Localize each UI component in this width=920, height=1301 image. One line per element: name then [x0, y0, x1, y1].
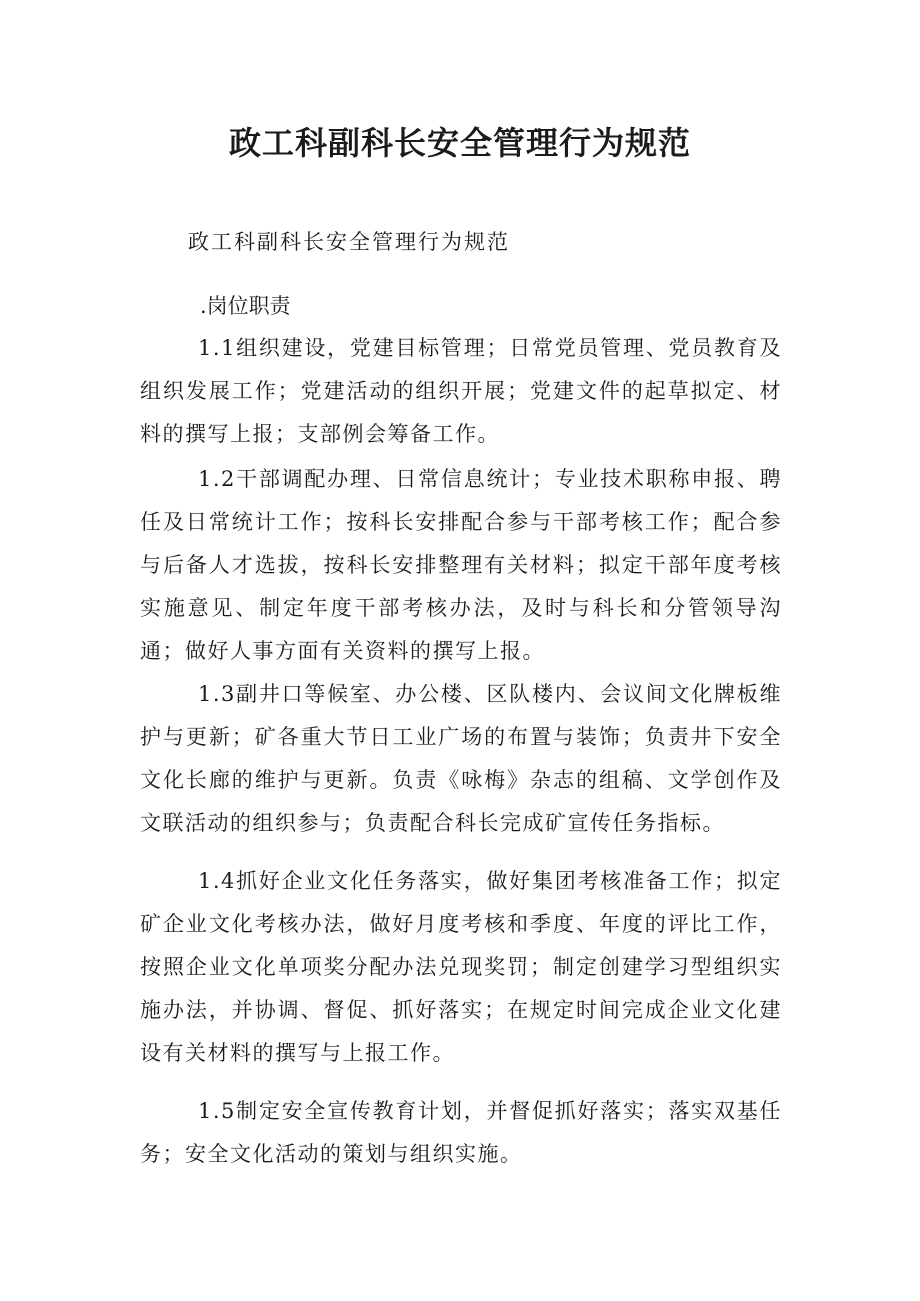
paragraph-text: 1.5制定安全宣传教育计划，并督促抓好落实；落实双基任务；安全文化活动的策划与组织实施。: [140, 1099, 782, 1166]
paragraph-1-4: [140, 860, 782, 1075]
paragraph-text: 1.2干部调配办理、日常信息统计；专业技术职称申报、聘任及日常统计工作；按科长安排配合参与干部考核工作；配合参与后备人才选拔，按科长安排整理有关材料；拟定干部年度考核实施意见、制定年度干部考核办法，及时与科长和分管领导沟通；做好人事方面有关资料的撰写上报。: [140, 467, 782, 663]
page-title: 政工科副科长安全管理行为规范: [228, 124, 691, 162]
paragraph-text: 1.3副井口等候室、办公楼、区队楼内、会议间文化牌板维护与更新；矿各重大节日工业广场的布置与装饰；负责井下安全文化长廊的维护与更新。负责《咏梅》杂志的组稿、文学创作及文联活动的组织参与；负责配合科长完成矿宣传任务指标。: [140, 682, 782, 835]
paragraph-text: 1.4抓好企业文化任务落实，做好集团考核准备工作；拟定矿企业文化考核办法，做好月度考核和季度、年度的评比工作，按照企业文化单项奖分配办法兑现奖罚；制定创建学习型组织实施办法，并协调、督促、抓好落实；在规定时间完成企业文化建设有关材料的撰写与上报工作。: [140, 869, 782, 1065]
paragraph-1-1: [140, 327, 782, 456]
paragraph-text: 1.1组织建设，党建目标管理；日常党员管理、党员教育及组织发展工作；党建活动的组织开展；党建文件的起草拟定、材料的撰写上报；支部例会筹备工作。: [140, 336, 782, 446]
section-heading: .岗位职责: [200, 294, 291, 318]
paragraph-1-3: [140, 673, 782, 845]
paragraph-1-2: [140, 458, 782, 673]
paragraph-1-5: [140, 1090, 782, 1176]
document-subtitle: 政工科副科长安全管理行为规范: [188, 230, 510, 254]
